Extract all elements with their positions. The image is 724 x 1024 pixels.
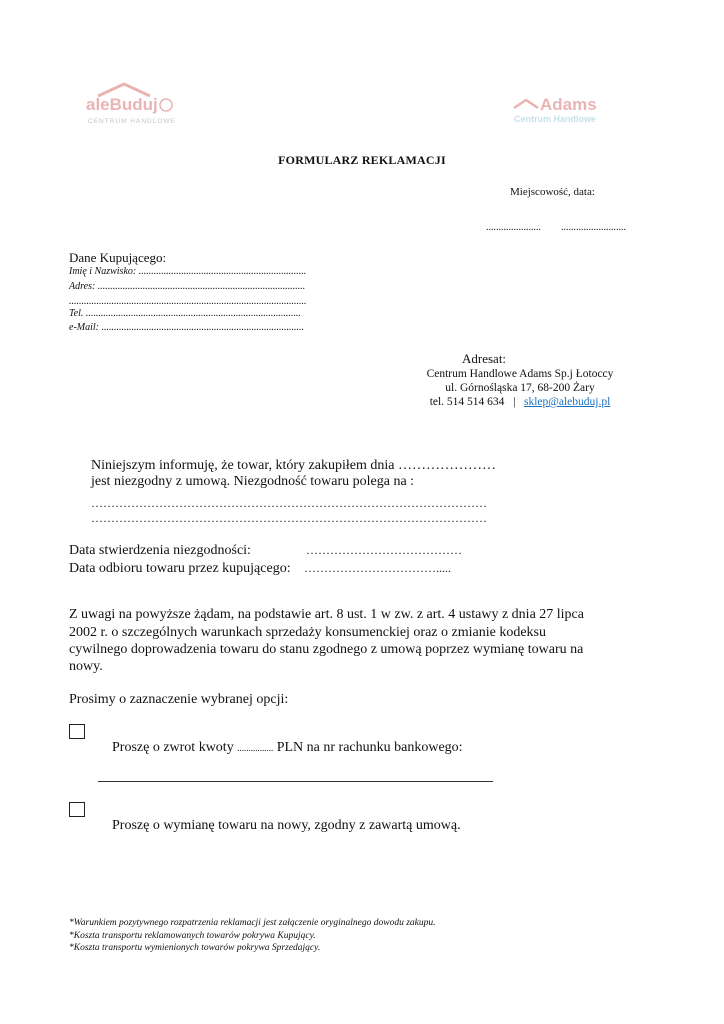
exchange-option-text: Proszę o wymianę towaru na nowy, zgodny z zawartą umową.	[112, 818, 461, 833]
place-date-fields	[486, 222, 646, 233]
date-dots[interactable]: ..........................	[561, 222, 626, 233]
refund-text-after: PLN na nr rachunku bankowego:	[276, 740, 463, 755]
place-date-label: Miejscowość, data:	[510, 186, 595, 198]
found-date-label: Data stwierdzenia niezgodności:	[69, 543, 251, 558]
bank-account-line[interactable]	[98, 781, 493, 782]
found-date-dots[interactable]: …………………………………	[306, 543, 462, 557]
buyer-address-field[interactable]: Adres: ...................................................................................	[69, 281, 306, 292]
footnote-3: *Koszta transportu wymienionych towarów pokrywa Sprzedający.	[69, 943, 321, 953]
received-date-label: Data odbioru towaru przez kupującego:	[69, 561, 291, 576]
refund-text-before: Proszę o zwrot kwoty	[112, 740, 234, 755]
form-title: FORMULARZ REKLAMACJI	[278, 153, 446, 167]
legal-line1: Z uwagi na powyższe żądam, na podstawie art. 8 ust. 1 w zw. z art. 4 ustawy z dnia 27 lipca	[69, 607, 584, 622]
right-logo-sub: Centrum Handlowe	[514, 114, 597, 124]
buyer-name-field[interactable]: Imię i Nazwisko: ...................................................................	[69, 266, 307, 277]
legal-line4: nowy.	[69, 659, 103, 674]
refund-checkbox[interactable]	[69, 724, 85, 739]
buyer-heading: Dane Kupującego:	[69, 250, 167, 265]
notice-line2: jest niezgodny z umową. Niezgodność towaru polega na :	[91, 474, 415, 489]
buyer-email-field[interactable]: e-Mail: .................................................................................	[69, 322, 304, 333]
footnote-2: *Koszta transportu reklamowanych towarów pokrywa Kupujący.	[69, 931, 316, 941]
refund-option-text	[112, 740, 463, 756]
buyer-address-line2[interactable]: ...............................................................................................	[69, 296, 307, 307]
place-dots[interactable]: ......................	[486, 222, 541, 233]
adams-logo	[510, 92, 630, 126]
left-logo-sub: CENTRUM HANDLOWE	[88, 118, 176, 125]
footnote-1: *Warunkiem pozytywnego rozpatrzenia reklamacji jest załączenie oryginalnego dowodu zakupu.	[69, 918, 436, 928]
notice-dots-1[interactable]: ………………………………………………………………………………………	[91, 496, 487, 510]
notice-line1: Niniejszym informuję, że towar, który zakupiłem dnia …………………	[91, 458, 496, 473]
addressee-contact	[360, 396, 680, 408]
legal-line2: 2002 r. o szczególnych warunkach sprzedaży konsumenckiej oraz o zmianie kodeksu	[69, 625, 546, 640]
right-logo-brand: Adams	[540, 95, 597, 114]
left-logo-brand: aleBuduj	[86, 95, 158, 114]
notice-dots-2[interactable]: ………………………………………………………………………………………	[91, 511, 487, 525]
addressee-separator: |	[513, 396, 516, 408]
refund-amount-dots[interactable]: ................	[237, 743, 274, 753]
addressee-phone: tel. 514 514 634	[429, 396, 505, 408]
received-date-dots[interactable]: …………………………….....	[304, 561, 451, 575]
addressee-company: Centrum Handlowe Adams Sp.j Łotoccy	[426, 368, 614, 380]
options-prompt: Prosimy o zaznaczenie wybranej opcji:	[69, 692, 289, 707]
alebuduj-logo	[80, 80, 176, 128]
legal-line3: cywilnego doprowadzenia towaru do stanu zgodnego z umową poprzez wymianę towaru na	[69, 642, 584, 657]
addressee-label: Adresat:	[462, 351, 507, 366]
addressee-street: ul. Górnośląska 17, 68-200 Żary	[445, 382, 595, 394]
buyer-phone-field[interactable]: Tel. ......................................................................................	[69, 308, 301, 319]
addressee-email-link[interactable]: sklep@alebuduj.pl	[524, 396, 611, 408]
exchange-checkbox[interactable]	[69, 802, 85, 817]
